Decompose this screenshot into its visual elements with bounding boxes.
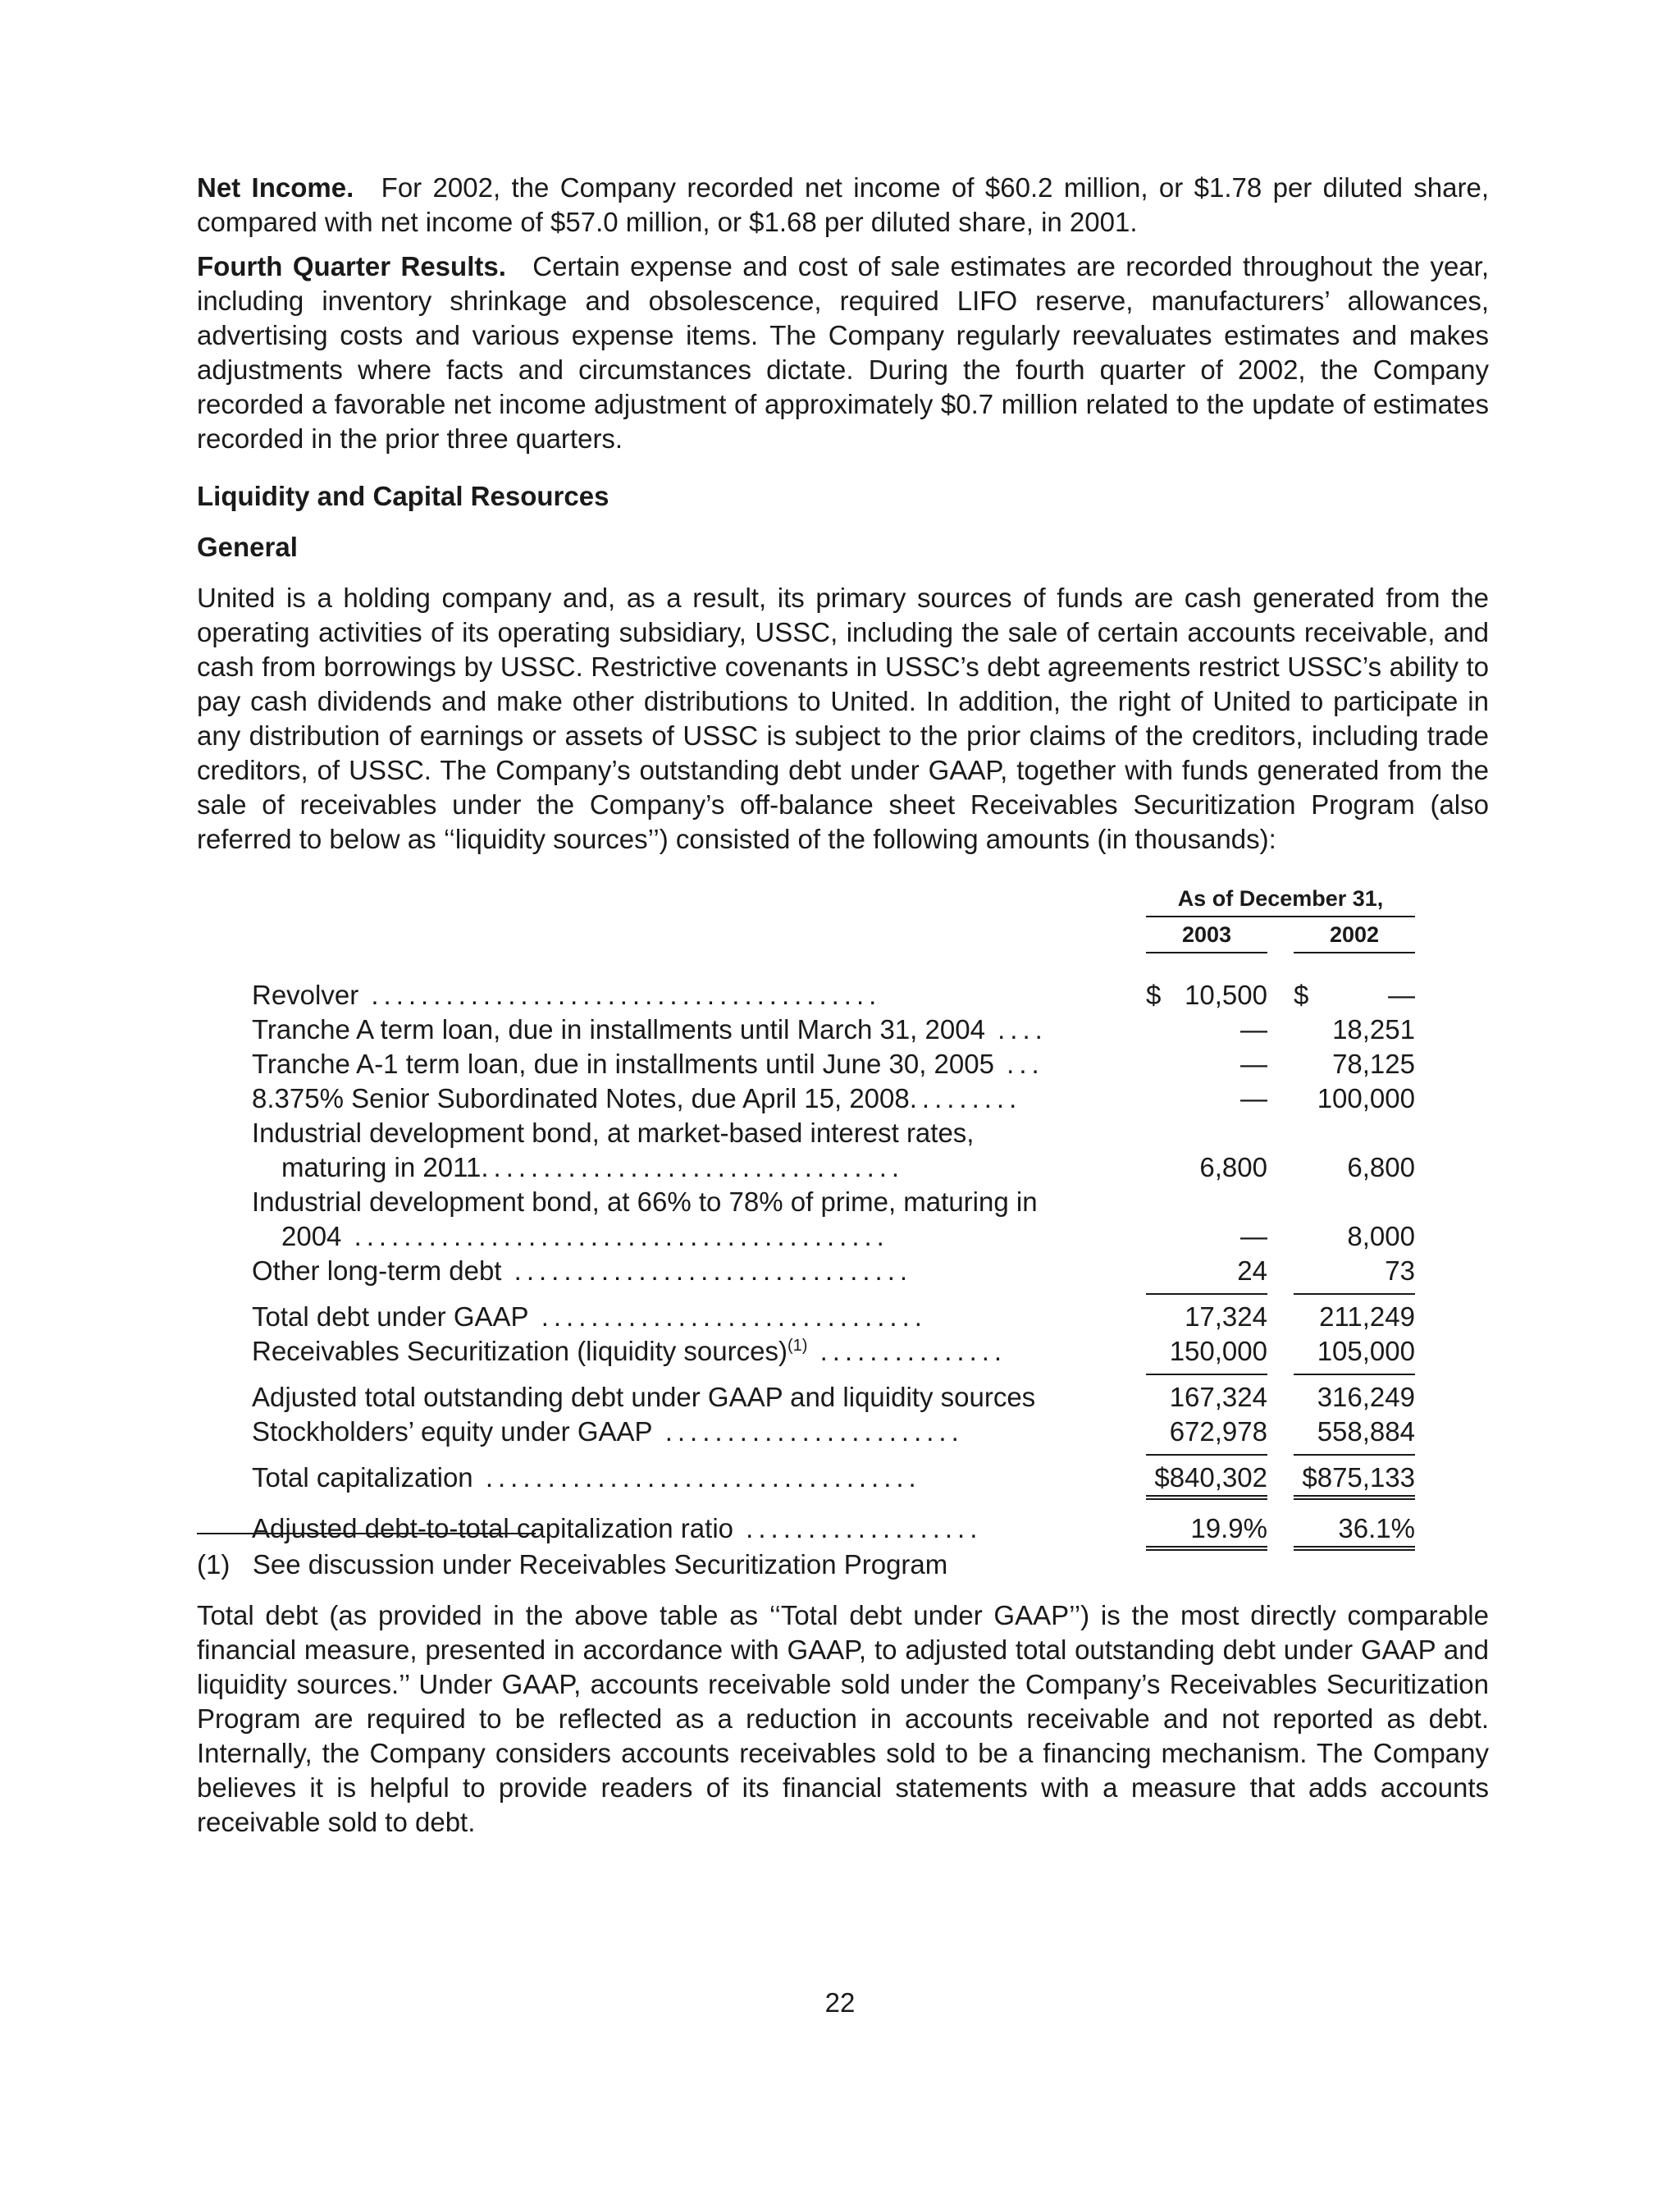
debt-table <box>197 885 1489 1543</box>
column-header-2002: 2002 <box>1294 921 1415 953</box>
table-row-tranche-a1: Tranche A-1 term loan, due in installments until June 30, 2005 ... — 78,125 <box>252 1047 1415 1081</box>
value-2003: — <box>1240 1083 1267 1113</box>
value-2002: 558,884 <box>1317 1416 1415 1447</box>
total-debt-paragraph: Total debt (as provided in the above table as ‘‘Total debt under GAAP’’) is the most directly comparable financial measure, presented in accordance with GAAP, to adjusted total outstanding debt under GAAP and liquidity sources.’’ Under GAAP, accounts receivable sold under the Company’s Receivables Securitization Program are required to be reflected as a reduction in accounts receivable and not reported as debt. Internally, the Company considers accounts receivables sold to be a financing mechanism. The Company believes it is helpful to provide readers of its financial statements with a measure that adds accounts receivable sold to debt. <box>197 1600 1489 1837</box>
table-row-ratio: Adjusted debt-to-total capitalization ratio ................... 19.9% 36.1% <box>252 1511 1415 1546</box>
value-2002: 73 <box>1385 1255 1415 1286</box>
table-row-revolver: Revolver ......................................... $ 10,500 $ — <box>252 978 1415 1013</box>
row-label: Receivables Securitization (liquidity sources) <box>252 1336 788 1366</box>
row-label: Stockholders’ equity under GAAP <box>252 1416 653 1447</box>
table-row-idb-prime-cont: 2004 ........................................... — 8,000 <box>252 1219 1415 1254</box>
value-2002: 316,249 <box>1294 1374 1415 1415</box>
value-2002: 6,800 <box>1347 1152 1415 1182</box>
value-2002: $875,133 <box>1294 1454 1415 1500</box>
column-header-2003: 2003 <box>1146 921 1267 953</box>
table-row-equity: Stockholders’ equity under GAAP ........................ 672,978 558,884 <box>252 1415 1415 1449</box>
value-2003: 19.9% <box>1146 1511 1267 1551</box>
fourth-quarter-lead: Fourth Quarter Results. <box>197 251 506 281</box>
value-2003: $840,302 <box>1146 1454 1267 1500</box>
table-row-total-capitalization: Total capitalization ................................... $840,302 $875,133 <box>252 1461 1415 1495</box>
value-2002: 78,125 <box>1332 1049 1415 1079</box>
footnote-marker: (1) <box>787 1337 808 1355</box>
row-label: Adjusted total outstanding debt under GAAP and liquidity sources <box>252 1382 1036 1412</box>
currency-symbol: $ <box>1146 980 1162 1010</box>
value-2003: 167,324 <box>1146 1374 1267 1415</box>
value-2003: 672,978 <box>1169 1416 1267 1447</box>
table-row-tranche-a: Tranche A term loan, due in installments until March 31, 2004 .... — 18,251 <box>252 1013 1415 1047</box>
document-page <box>197 164 1489 1840</box>
table-row-idb-prime <box>252 1185 1415 1219</box>
sub-heading: General <box>197 532 298 562</box>
table-row-adjusted-total <box>252 1380 1415 1415</box>
value-2003: 10,500 <box>1185 980 1267 1010</box>
row-label: Revolver <box>252 980 359 1010</box>
row-label: Tranche A term loan, due in installments until March 31, 2004 <box>252 1014 985 1045</box>
row-label: Total debt under GAAP <box>252 1301 529 1332</box>
fourth-quarter-paragraph <box>197 249 1489 456</box>
net-income-paragraph <box>197 171 1489 240</box>
table-group-header: As of December 31, <box>1146 885 1415 917</box>
row-label: Other long-term debt <box>252 1255 502 1286</box>
page-number: 22 <box>824 1987 856 2018</box>
row-label: 8.375% Senior Subordinated Notes, due April 15, 2008 <box>252 1083 910 1113</box>
value-2002: 105,000 <box>1317 1336 1415 1366</box>
value-2003: — <box>1240 1221 1267 1251</box>
table-row-total-debt: Total debt under GAAP ............................... 17,324 211,249 <box>252 1300 1415 1334</box>
value-2003: 17,324 <box>1146 1293 1267 1334</box>
footnote: (1) See discussion under Receivables Securitization Program <box>197 1549 948 1580</box>
footnote-divider <box>197 1533 536 1534</box>
value-2003: — <box>1240 1014 1267 1045</box>
general-paragraph: United is a holding company and, as a result, its primary sources of funds are cash generated from the operating activities of its operating subsidiary, USSC, including the sale of certain accounts receivable, and cash from borrowings by USSC. Restrictive covenants in USSC’s debt agreements restrict USSC’s ability to pay cash dividends and make other distributions to United. In addition, the right of United to participate in any distribution of earnings or assets of USSC is subject to the prior claims of the creditors, including trade creditors, of USSC. The Company’s outstanding debt under GAAP, together with funds generated from the sale of receivables under the Company’s off-balance sheet Receivables Securitization Program (also referred to below as ‘‘liquidity sources’’) consisted of the following amounts (in thousands): <box>197 583 1489 854</box>
table-rows <box>252 978 1415 1546</box>
row-label: 2004 <box>281 1221 342 1251</box>
row-label: Adjusted debt-to-total capitalization ratio <box>252 1513 734 1543</box>
value-2002: 36.1% <box>1294 1511 1415 1551</box>
net-income-lead: Net Income. <box>197 172 354 203</box>
table-row-securitization: Receivables Securitization (liquidity sources)$^{(1)}$ ............... 150,000 105,000 <box>252 1334 1415 1369</box>
row-label: maturing in 2011 <box>281 1152 482 1182</box>
table-row-idb-market-cont: maturing in 2011.................................. 6,800 6,800 <box>252 1150 1415 1185</box>
value-2003: 6,800 <box>1199 1152 1267 1182</box>
table-row-idb-market <box>252 1116 1415 1150</box>
table-row-other-debt: Other long-term debt ................................ 24 73 <box>252 1254 1415 1288</box>
footnote-block <box>197 1533 1489 1584</box>
currency-symbol: $ <box>1294 980 1309 1010</box>
row-label: Total capitalization <box>252 1462 473 1493</box>
fourth-quarter-text: Certain expense and cost of sale estimates are recorded throughout the year, including inventory shrinkage and obsolescence, required LIFO reserve, manufacturers’ allowances, advertising costs and various expense items. The Company regularly reevaluates estimates and makes adjustments where facts and circumstances dictate. During the fourth quarter of 2002, the Company recorded a favorable net income adjustment of approximately $0.7 million related to the update of estimates recorded in the prior three quarters. <box>197 251 1489 454</box>
row-label: Industrial development bond, at market-based interest rates, <box>252 1118 975 1148</box>
value-2003: — <box>1240 1049 1267 1079</box>
value-2002: 100,000 <box>1317 1083 1415 1113</box>
table-row-senior-notes: 8.375% Senior Subordinated Notes, due April 15, 2008......... — 100,000 <box>252 1081 1415 1116</box>
net-income-text: For 2002, the Company recorded net income of $60.2 million, or $1.78 per diluted share, compared with net income of $57.0 million, or $1.68 per diluted share, in 2001. <box>197 172 1490 237</box>
value-2003: 24 <box>1237 1255 1267 1286</box>
value-2002: 211,249 <box>1294 1293 1415 1334</box>
value-2002: 18,251 <box>1332 1014 1415 1045</box>
value-2002: 8,000 <box>1347 1221 1415 1251</box>
row-label: Tranche A-1 term loan, due in installments until June 30, 2005 <box>252 1049 994 1079</box>
row-label: Industrial development bond, at 66% to 78% of prime, maturing in <box>252 1186 1038 1217</box>
section-heading: Liquidity and Capital Resources <box>197 481 609 511</box>
value-2002: — <box>1388 980 1415 1010</box>
value-2003: 150,000 <box>1169 1336 1267 1366</box>
